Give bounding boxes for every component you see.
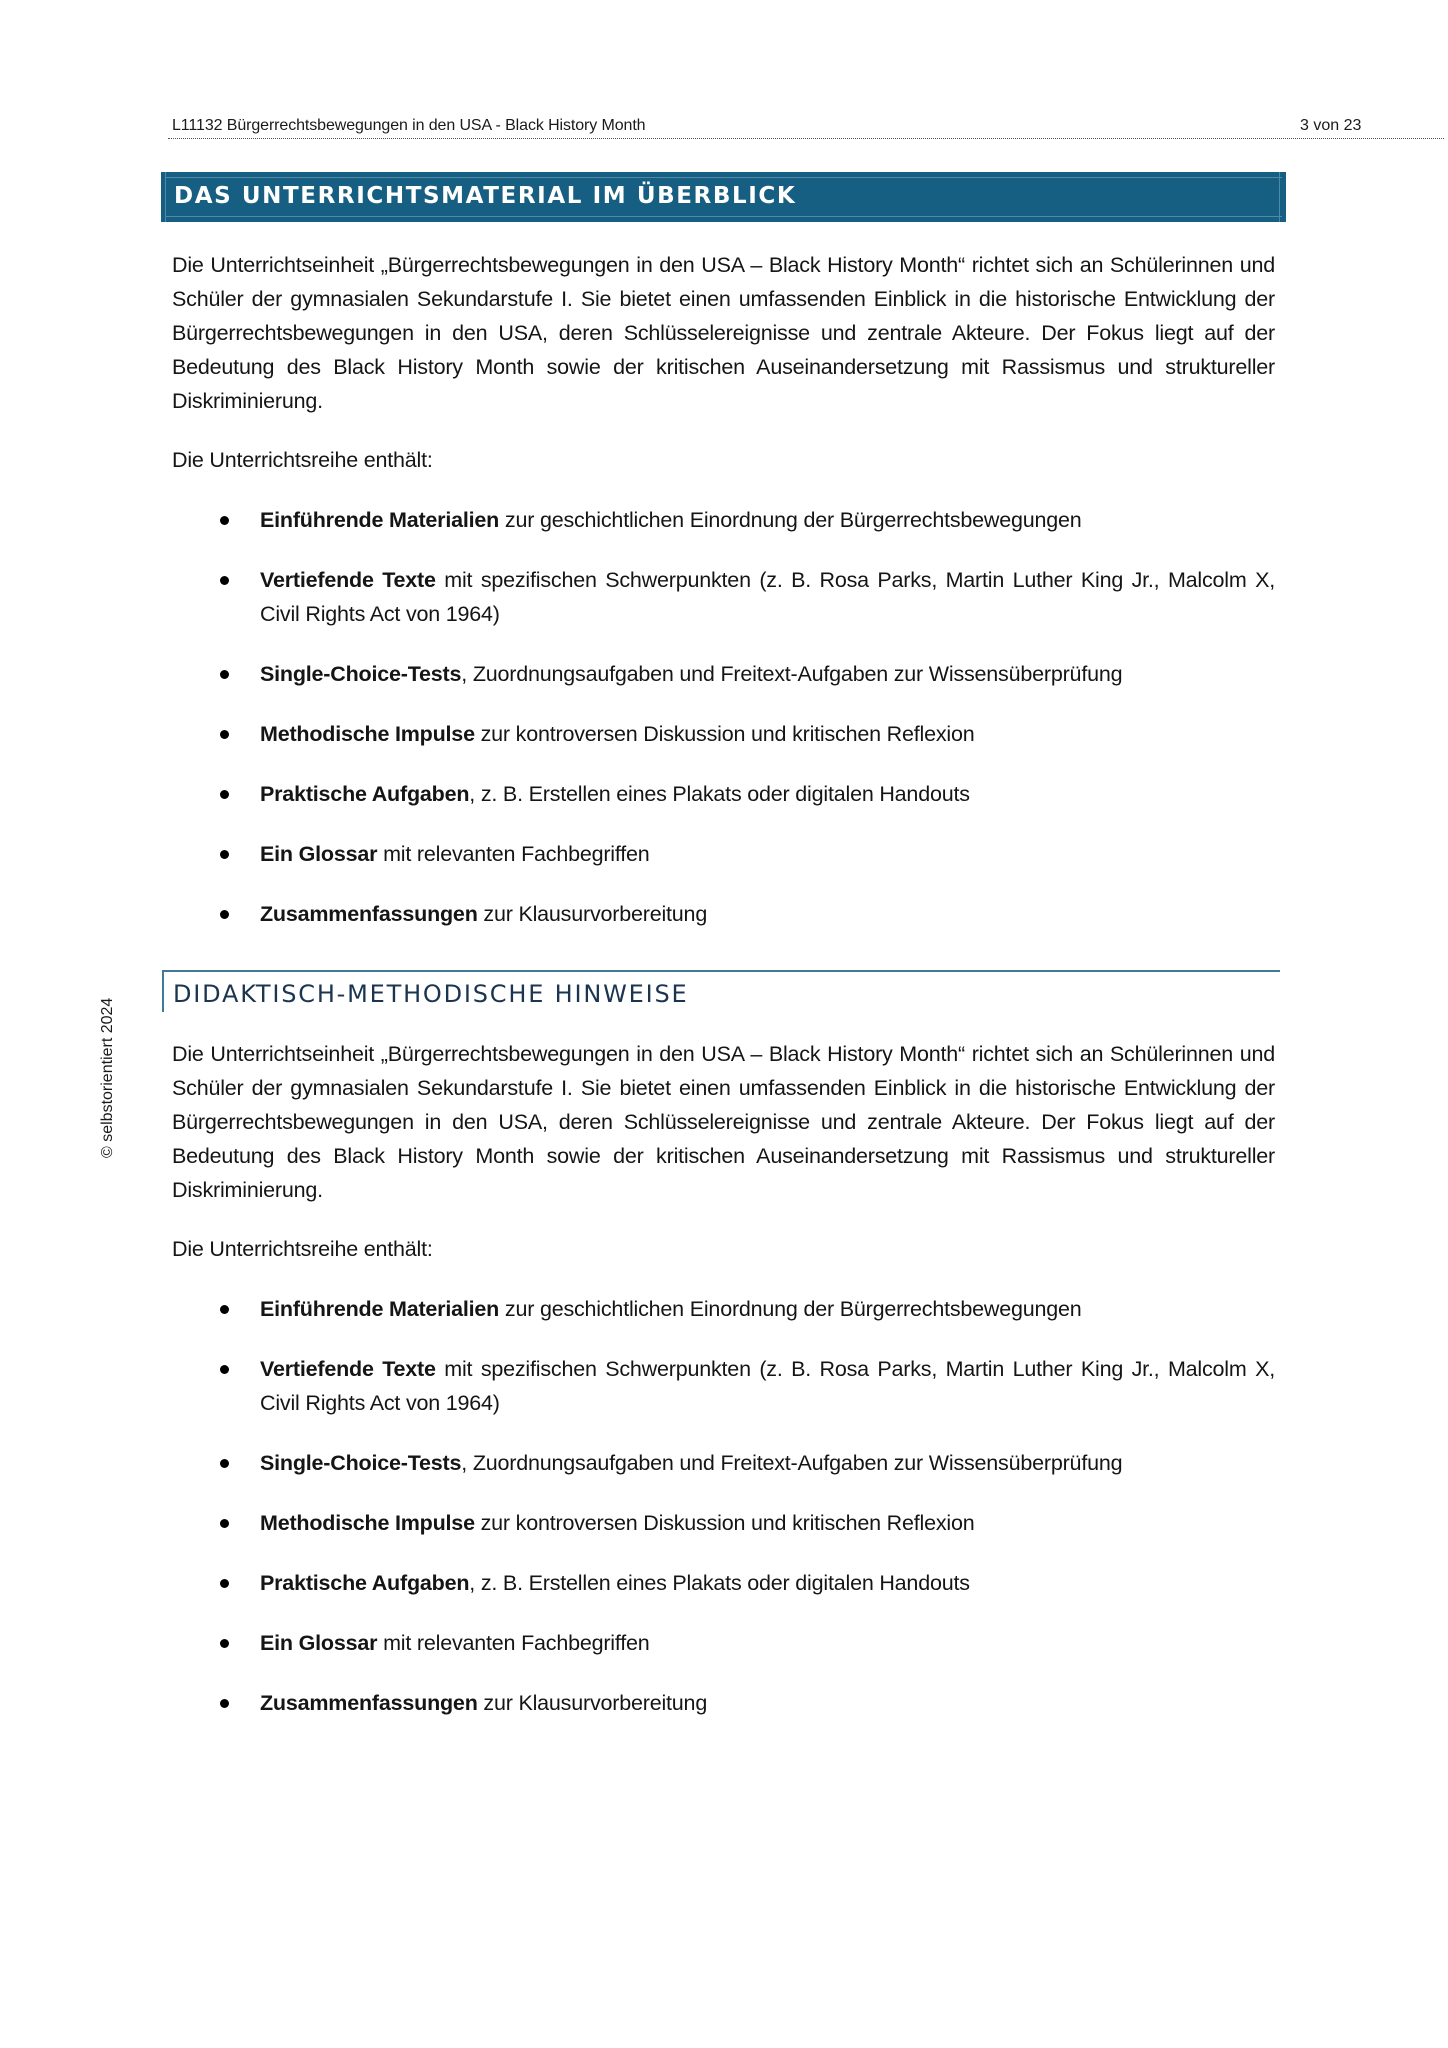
bullet-icon (220, 576, 229, 585)
overview-bullet-list (172, 503, 1275, 957)
list-item: Praktische Aufgaben, z. B. Erstellen eines Plakats oder digitalen Handouts (172, 777, 1275, 811)
section-heading-didactic (162, 970, 1280, 1012)
list-item: Ein Glossar mit relevanten Fachbegriffen (172, 1626, 1275, 1660)
list-item: Ein Glossar mit relevanten Fachbegriffen (172, 837, 1275, 871)
section-title-didactic: DIDAKTISCH-METHODISCHE HINWEISE (173, 980, 689, 1008)
bullet-icon (220, 730, 229, 739)
list-item: Einführende Materialien zur geschichtlichen Einordnung der Bürgerrechtsbewegungen (172, 503, 1275, 537)
didactic-bullet-list (172, 1292, 1275, 1746)
section-banner-overview (161, 172, 1286, 222)
list-item: Einführende Materialien zur geschichtlichen Einordnung der Bürgerrechtsbewegungen (172, 1292, 1275, 1326)
bullet-icon (220, 1579, 229, 1588)
list-item: Methodische Impulse zur kontroversen Diskussion und kritischen Reflexion (172, 1506, 1275, 1540)
section-title-overview: DAS UNTERRICHTSMATERIAL IM ÜBERBLICK (174, 183, 797, 209)
list-item: Vertiefende Texte mit spezifischen Schwerpunkten (z. B. Rosa Parks, Martin Luther King Jr., Malcolm X, Civil Rights Act von 1964) (172, 1352, 1275, 1420)
bullet-icon (220, 790, 229, 799)
didactic-list-intro: Die Unterrichtsreihe enthält: (172, 1237, 433, 1261)
list-item: Vertiefende Texte mit spezifischen Schwerpunkten (z. B. Rosa Parks, Martin Luther King Jr., Malcolm X, Civil Rights Act von 1964) (172, 563, 1275, 631)
bullet-icon (220, 1459, 229, 1468)
list-item: Praktische Aufgaben, z. B. Erstellen eines Plakats oder digitalen Handouts (172, 1566, 1275, 1600)
bullet-icon (220, 850, 229, 859)
bullet-icon (220, 516, 229, 525)
page-number: 3 von 23 (1300, 117, 1362, 134)
bullet-icon (220, 1365, 229, 1374)
list-item: Zusammenfassungen zur Klausurvorbereitung (172, 1686, 1275, 1720)
list-item: Single-Choice-Tests, Zuordnungsaufgaben und Freitext-Aufgaben zur Wissensüberprüfung (172, 1446, 1275, 1480)
bullet-icon (220, 910, 229, 919)
bullet-icon (220, 1639, 229, 1648)
bullet-icon (220, 1699, 229, 1708)
list-item: Single-Choice-Tests, Zuordnungsaufgaben und Freitext-Aufgaben zur Wissensüberprüfung (172, 657, 1275, 691)
overview-list-intro: Die Unterrichtsreihe enthält: (172, 448, 433, 472)
bullet-icon (220, 1305, 229, 1314)
list-item: Methodische Impulse zur kontroversen Diskussion und kritischen Reflexion (172, 717, 1275, 751)
bullet-icon (220, 670, 229, 679)
list-item: Zusammenfassungen zur Klausurvorbereitung (172, 897, 1275, 931)
overview-paragraph: Die Unterrichtseinheit „Bürgerrechtsbewegungen in den USA – Black History Month“ richtet sich an Schülerinnen und Schüler der gymnasialen Sekundarstufe I. Sie bietet einen umfassenden Einblick in die historische Entwicklung der Bürgerrechtsbewegungen in den USA, deren Schlüsselereignisse und zentrale Akteure. Der Fokus liegt auf der Bedeutung des Black History Month sowie der kritischen Auseinandersetzung mit Rassismus und struktureller Diskriminierung. (172, 253, 1275, 413)
copyright-notice: © selbstorientiert 2024 (99, 997, 116, 1158)
document-title: L11132 Bürgerrechtsbewegungen in den USA - Black History Month (172, 117, 646, 134)
bullet-icon (220, 1519, 229, 1528)
page-header (168, 114, 1444, 139)
didactic-paragraph: Die Unterrichtseinheit „Bürgerrechtsbewegungen in den USA – Black History Month“ richtet sich an Schülerinnen und Schüler der gymnasialen Sekundarstufe I. Sie bietet einen umfassenden Einblick in die historische Entwicklung der Bürgerrechtsbewegungen in den USA, deren Schlüsselereignisse und zentrale Akteure. Der Fokus liegt auf der Bedeutung des Black History Month sowie der kritischen Auseinandersetzung mit Rassismus und struktureller Diskriminierung. (172, 1042, 1275, 1202)
